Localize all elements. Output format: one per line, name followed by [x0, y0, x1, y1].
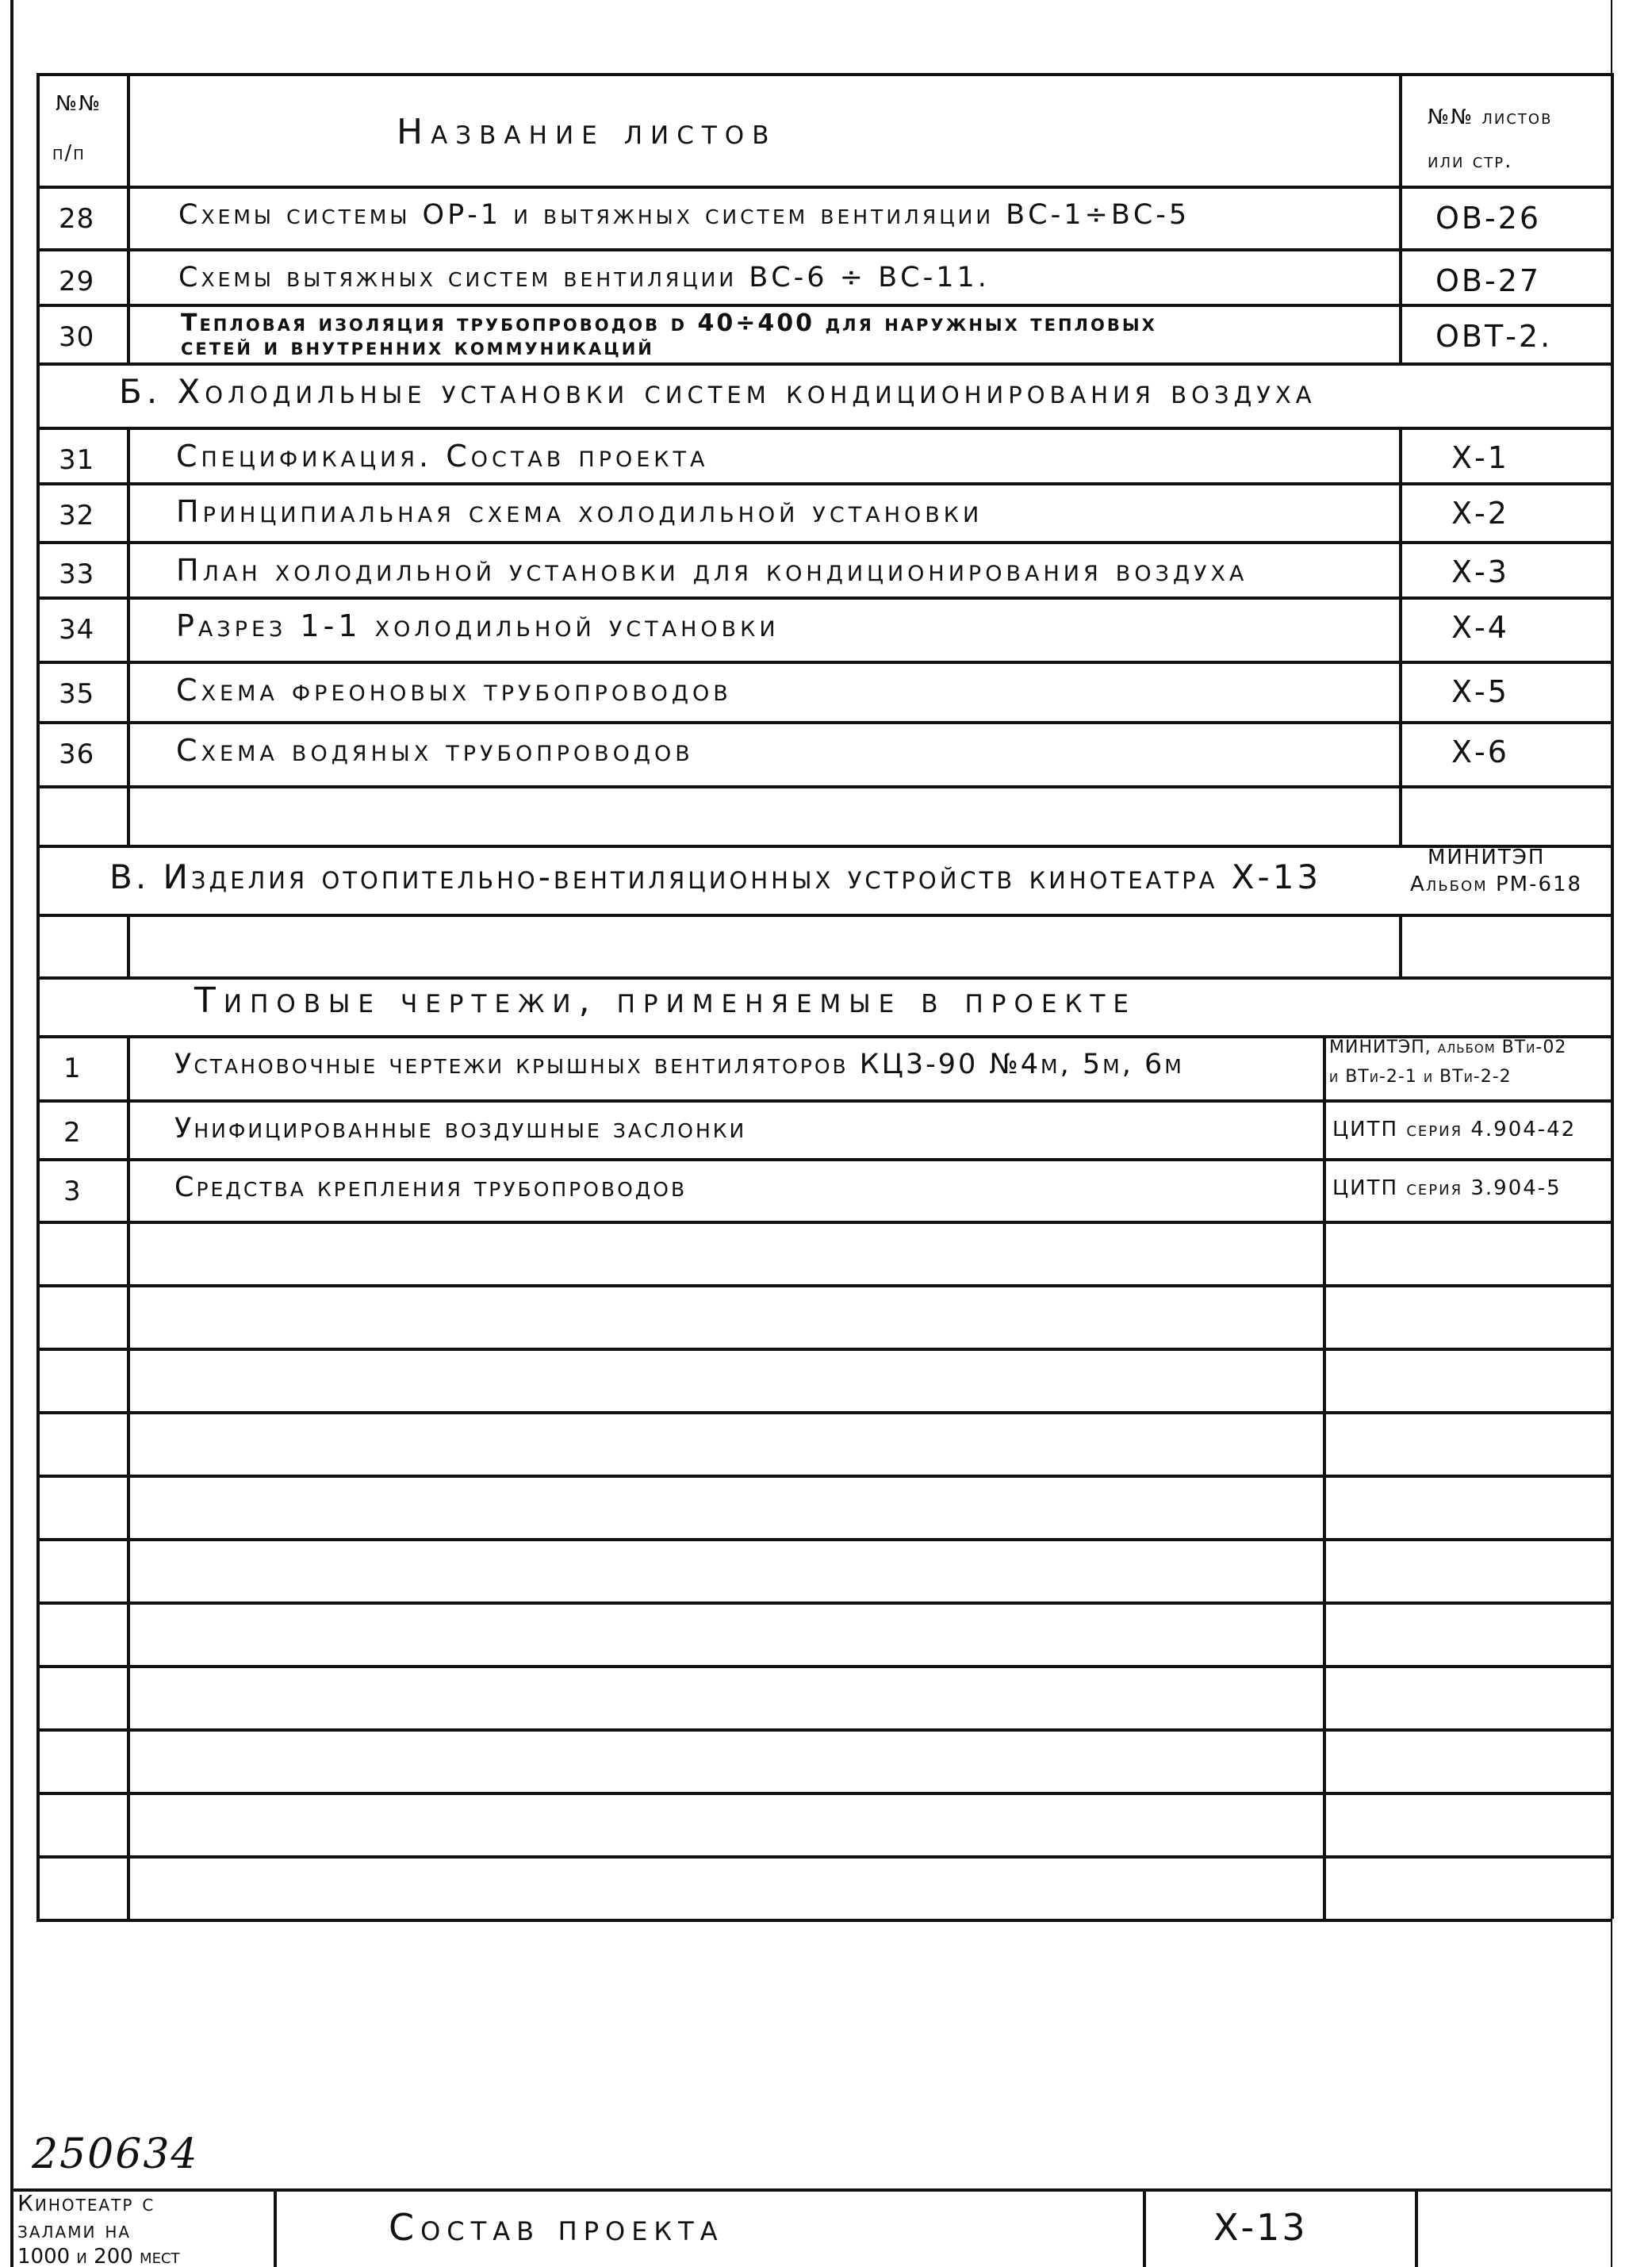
title-block-title: Состав проекта	[389, 2206, 724, 2249]
row-name: Схемы системы ОР-1 и вытяжных систем вентиляции ВС-1÷ВС-5	[178, 199, 1190, 231]
row-number: 1	[63, 1053, 82, 1084]
row-sheet-ref: Х-3	[1451, 554, 1509, 589]
row-number: 33	[59, 558, 95, 590]
column-divider-ref	[1399, 73, 1402, 362]
header-ref-label-1: №№ листов	[1428, 105, 1553, 129]
table-rule	[36, 541, 1611, 544]
table-rule	[36, 1158, 1611, 1161]
section-heading-b: Б. Холодильные установки систем кондиционирования воздуха	[119, 372, 1317, 411]
title-block-divider	[274, 2188, 277, 2267]
row-number: 3	[63, 1176, 82, 1207]
table-rule	[36, 73, 1611, 76]
column-divider-num	[127, 1035, 130, 1919]
row-sheet-ref: ЦИТП серия 4.904-42	[1332, 1118, 1577, 1141]
title-block-object-2: залами на	[17, 2217, 132, 2243]
column-divider-ref	[1399, 914, 1402, 976]
section-v-ref-2: Альбом РМ-618	[1410, 873, 1583, 896]
title-block-object-3: 1000 и 200 мест	[17, 2245, 180, 2267]
title-block-object-1: Кинотеатр с	[17, 2190, 155, 2216]
table-border-left	[36, 73, 40, 1919]
section-heading-typical: Типовые чертежи, применяемые в проекте	[194, 980, 1136, 1021]
table-rule	[36, 1099, 1611, 1103]
table-rule	[36, 1919, 1611, 1922]
row-number: 30	[59, 321, 95, 353]
row-sheet-ref: Х-2	[1451, 496, 1509, 531]
table-rule	[36, 1221, 1611, 1224]
row-name-cont: сетей и внутренних коммуникаций	[181, 333, 654, 361]
row-number: 32	[59, 500, 95, 531]
table-rule	[36, 785, 1611, 788]
section-heading-v: В. Изделия отопительно-вентиляционных устройств кинотеатра Х-13	[109, 857, 1322, 896]
row-sheet-ref: ОВТ-2.	[1435, 319, 1553, 354]
table-rule	[36, 1601, 1611, 1605]
table-rule	[36, 1284, 1611, 1287]
row-sheet-ref: Х-5	[1451, 674, 1509, 709]
section-v-ref-1: МИНИТЭП	[1428, 846, 1546, 869]
table-rule	[36, 1728, 1611, 1732]
table-rule	[36, 304, 1611, 307]
row-name: Принципиальная схема холодильной установки	[176, 494, 983, 529]
title-block-divider	[1415, 2188, 1418, 2267]
column-divider-num	[127, 73, 130, 362]
column-divider-ref	[1399, 427, 1402, 845]
title-block-sheet: Х-13	[1213, 2206, 1308, 2249]
title-block-top	[10, 2188, 1611, 2192]
header-num-label-2: п/п	[52, 141, 86, 165]
row-name: Разрез 1-1 холодильной установки	[176, 608, 780, 643]
title-block-divider	[1143, 2188, 1146, 2267]
row-name: Средства крепления трубопроводов	[174, 1172, 688, 1203]
row-sheet-ref: Х-6	[1451, 735, 1509, 769]
table-rule	[36, 1665, 1611, 1668]
row-name: Схема фреоновых трубопроводов	[176, 673, 732, 708]
row-name: Тепловая изоляция трубопроводов d 40÷400 для наружных тепловых	[181, 309, 1157, 337]
row-name: План холодильной установки для кондиционирования воздуха	[176, 553, 1248, 588]
table-rule	[36, 596, 1611, 600]
table-rule	[36, 482, 1611, 485]
page-border-left	[10, 0, 13, 2267]
column-divider-ref-typical	[1323, 1035, 1326, 1919]
row-number: 35	[59, 678, 95, 710]
row-name: Схема водяных трубопроводов	[176, 733, 694, 768]
row-name: Унифицированные воздушные заслонки	[174, 1113, 747, 1145]
table-rule	[36, 248, 1611, 251]
table-rule	[36, 1475, 1611, 1478]
table-border-right	[1611, 73, 1614, 1919]
header-num-label-1: №№	[56, 92, 102, 116]
row-name: Схемы вытяжных систем вентиляции ВС-6 ÷ ВС-11.	[178, 262, 990, 293]
row-name: Спецификация. Состав проекта	[176, 439, 709, 474]
table-rule	[36, 186, 1611, 189]
table-rule	[36, 661, 1611, 664]
row-number: 31	[59, 444, 95, 476]
table-rule	[36, 1538, 1611, 1541]
row-sheet-ref: Х-4	[1451, 610, 1509, 645]
row-sheet-ref-cont: и ВТи-2-1 и ВТи-2-2	[1329, 1067, 1512, 1087]
row-number: 36	[59, 738, 95, 770]
table-rule	[36, 1855, 1611, 1858]
row-number: 34	[59, 614, 95, 646]
column-divider-num	[127, 914, 130, 976]
row-sheet-ref: ОВ-27	[1435, 263, 1542, 298]
row-number: 28	[59, 203, 95, 235]
row-number: 29	[59, 266, 95, 297]
table-rule	[36, 914, 1611, 917]
row-sheet-ref: ЦИТП серия 3.904-5	[1332, 1176, 1562, 1200]
table-rule	[36, 427, 1611, 430]
column-divider-num	[127, 427, 130, 845]
table-rule	[36, 721, 1611, 724]
header-name-label: Название листов	[397, 112, 777, 152]
header-ref-label-2: или стр.	[1428, 149, 1513, 173]
table-rule	[36, 976, 1611, 980]
table-rule	[36, 845, 1611, 848]
table-rule	[36, 1348, 1611, 1351]
row-sheet-ref: МИНИТЭП, альбом ВТи-02	[1329, 1038, 1567, 1057]
table-rule	[36, 1792, 1611, 1795]
table-rule	[36, 362, 1611, 366]
row-sheet-ref: Х-1	[1451, 440, 1509, 475]
table-rule	[36, 1411, 1611, 1414]
inventory-number: 250634	[32, 2131, 199, 2178]
row-name: Установочные чертежи крышных вентиляторов КЦ3-90 №4м, 5м, 6м	[174, 1049, 1184, 1080]
row-sheet-ref: ОВ-26	[1435, 201, 1542, 236]
row-number: 2	[63, 1117, 82, 1149]
